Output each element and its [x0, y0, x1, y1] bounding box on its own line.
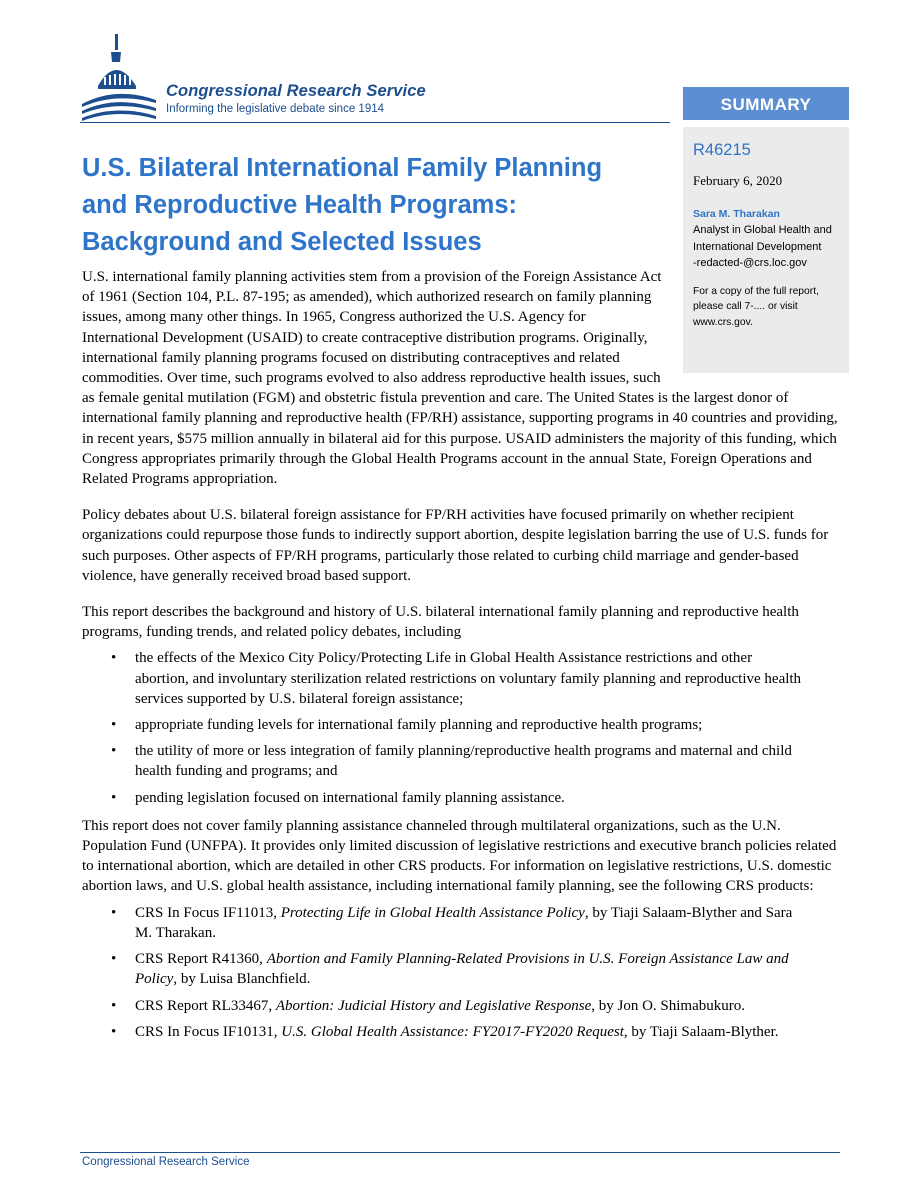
author-name: Sara M. Tharakan	[693, 208, 780, 220]
list-item-text: the utility of more or less integration of family planning/reproductive health programs and maternal and child health funding and programs; and	[135, 743, 792, 780]
report-date: February 6, 2020	[693, 173, 783, 188]
reference-title[interactable]: Protecting Life in Global Health Assistance Policy	[280, 904, 585, 921]
header-divider	[80, 122, 670, 123]
org-name: Congressional Research Service	[166, 82, 426, 100]
paragraph-policy: Policy debates about U.S. bilateral foreign assistance for FP/RH activities have focused primarily on whether recipient organizations could repurpose those funds to indirectly support abortion, despite legislation barring the use of U.S. funds for such purposes. Other aspects of FP/RH programs, particularly those related to curbing child marriage and gender-based violence, have generally received broad based support.	[82, 507, 829, 584]
reference-suffix: , by Tiaji Salaam-Blyther and Sara M. Tharakan.	[135, 904, 793, 941]
org-tagline: Informing the legislative debate since 1914	[166, 103, 385, 115]
bullet-icon: •	[111, 997, 117, 1014]
reference-suffix: , by Tiaji Salaam-Blyther.	[623, 1023, 779, 1040]
list-item-text: appropriate funding levels for international family planning and reproductive health programs;	[135, 717, 703, 734]
reference-item	[82, 996, 844, 1016]
reference-item	[82, 949, 844, 989]
author-email[interactable]: -redacted-@crs.loc.gov	[693, 257, 807, 269]
crs-logo	[80, 30, 480, 125]
title-line: and Reproductive Health Programs:	[82, 191, 518, 219]
reference-title[interactable]: Abortion and Family Planning-Related Provisions in U.S. Foreign Assistance Law and Policy	[135, 951, 789, 988]
list-item	[82, 715, 844, 735]
bullet-icon: •	[111, 717, 117, 734]
summary-label: SUMMARY	[683, 87, 849, 120]
list-item	[82, 788, 844, 808]
author-title: Analyst in Global Health and International Development	[693, 224, 832, 253]
reference-title[interactable]: Abortion: Judicial History and Legislative Response	[275, 997, 592, 1014]
reference-suffix: , by Jon O. Shimabukuro.	[591, 997, 745, 1014]
footer-text: Congressional Research Service	[82, 1156, 250, 1168]
bullet-icon: •	[111, 650, 117, 667]
list-item-text: pending legislation focused on international family planning assistance.	[135, 789, 565, 806]
reference-suffix: , by Luisa Blanchfield.	[173, 971, 311, 988]
reference-item	[82, 903, 844, 943]
paragraph-intro: U.S. international family planning activities stem from a provision of the Foreign Assistance Act of 1961 (Section 104, P.L. 87-195; as amended), which authorized research on family planning issues, among many other things. In 1965, Congress authorized the U.S. Agency for International Development (USAID) to create contraceptive distribution programs. Originally, international family planning programs focused on distributing contraceptives and related commodities. Over time, such programs evolved to also address reproductive health issues, such as female genital mutilation (FGM) and obstetric fistula prevention and care. The United States is the largest donor of international family planning and reproductive health (FP/RH) assistance, supporting programs in 40 countries and providing, in recent years, $575 million annually in bilateral aid for this purpose. USAID administers the majority of this funding, which Congress appropriates primarily through the Global Health Programs account in the annual State, Foreign Operations and Related Programs appropriation.	[82, 269, 838, 488]
bullet-icon: •	[111, 743, 117, 760]
page-title	[82, 150, 642, 261]
title-line: Background and Selected Issues	[82, 228, 482, 256]
title-line: U.S. Bilateral International Family Planning	[82, 154, 603, 182]
reference-prefix: CRS In Focus IF10131,	[135, 1023, 282, 1040]
bullet-icon: •	[111, 789, 117, 806]
capitol-dome-icon	[80, 30, 162, 122]
reference-prefix: CRS In Focus IF11013,	[135, 904, 281, 921]
copy-note: For a copy of the full report, please call 7-.... or visit www.crs.gov.	[693, 285, 819, 328]
list-item	[82, 741, 844, 781]
footer-divider	[80, 1152, 840, 1153]
reference-prefix: CRS Report RL33467,	[135, 997, 276, 1014]
reference-prefix: CRS Report R41360,	[135, 951, 267, 968]
references-list	[82, 903, 844, 1042]
summary-body	[82, 267, 844, 1048]
reference-item	[82, 1022, 844, 1042]
reference-title[interactable]: U.S. Global Health Assistance: FY2017-FY2020 Request	[281, 1023, 624, 1040]
paragraph-coverage: This report does not cover family planning assistance channeled through multilateral organizations, such as the U.N. Population Fund (UNFPA). It provides only limited discussion of legislative restrictions and executive branch policies related to international abortion, which are detailed in other CRS products. For information on legislative restrictions, U.S. domestic abortion laws, and U.S. global health assistance, including international family planning, see the following CRS products:	[82, 817, 837, 895]
list-item	[82, 648, 844, 709]
paragraph-scope: This report describes the background and history of U.S. bilateral international family planning and reproductive health programs, funding trends, and related policy debates, including	[82, 604, 799, 641]
report-id: R46215	[693, 141, 751, 159]
bullet-icon: •	[111, 904, 117, 921]
list-item-text: the effects of the Mexico City Policy/Protecting Life in Global Health Assistance restrictions and other abortion, and involuntary sterilization related restrictions on voluntary family planning and reproductive health services supported by U.S. bilateral foreign assistance;	[135, 650, 802, 707]
bullet-icon: •	[111, 1023, 117, 1040]
issues-list	[82, 648, 844, 807]
bullet-icon: •	[111, 951, 117, 968]
